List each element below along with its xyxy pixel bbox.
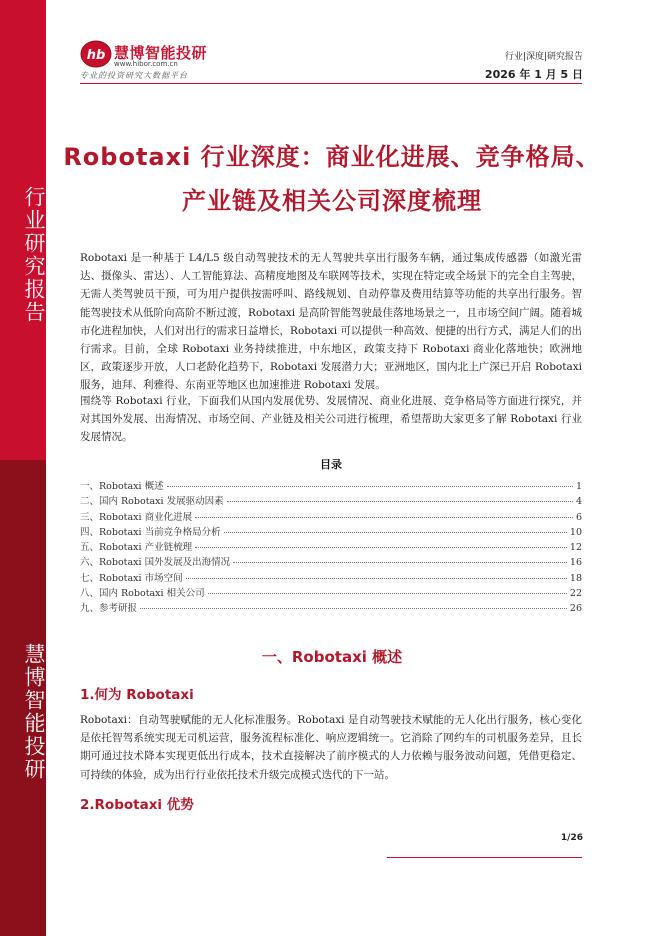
brand-name: 慧博智能投研 — [114, 44, 208, 62]
toc-title: 目录 — [320, 458, 342, 471]
toc-item-label: 二、国内 Robotaxi 发展驱动因素 — [80, 496, 224, 508]
intro-paragraph-2: 围绕等 Robotaxi 行业，下面我们从国内发展优势、发展情况、商业化进展、竞争格局等方面进行探究，并对其国外发展、出海情况、市场空间、产业链及相关公司进行梳理，希望帮助大家更多了解 Robotaxi 行业发展情况。 — [80, 395, 582, 444]
report-title — [62, 135, 602, 223]
toc-leader — [227, 501, 573, 502]
brand-slogan: 专业的投资研究大数据平台 — [80, 71, 188, 80]
toc-item-page: 1 — [575, 481, 582, 492]
report-date: 2026 年 1 月 5 日 — [484, 68, 583, 81]
toc-item[interactable] — [80, 585, 582, 600]
toc-leader — [167, 486, 573, 487]
section-heading: 一、Robotaxi 概述 — [261, 648, 403, 666]
subsection-heading-1: 1.何为 Robotaxi — [80, 687, 194, 703]
toc-leader — [208, 593, 567, 594]
toc-item-label: 五、Robotaxi 产业链梳理 — [80, 542, 193, 554]
toc-item-label: 六、Robotaxi 国外发展及出海情况 — [80, 557, 231, 569]
toc-leader — [233, 562, 567, 563]
toc-item-page: 4 — [575, 496, 582, 508]
side-label-report-type: 行业研究报告 — [22, 186, 46, 324]
toc-item-page: 12 — [569, 542, 582, 554]
brand-logo[interactable] — [80, 38, 320, 84]
toc-item-page: 6 — [575, 511, 582, 523]
svg-text:hb: hb — [86, 48, 106, 63]
toc-item-label: 八、国内 Robotaxi 相关公司 — [80, 588, 205, 600]
intro-paragraph-1: Robotaxi 是一种基于 L4/L5 级自动驾驶技术的无人驾驶共享出行服务车辆，通过集成传感器（如激光雷达、摄像头、雷达）、人工智能算法、高精度地图及车联网等技术，实现在特定或全场景下的完全自主驾驶，无需人类驾驶员干预，可为用户提供按需呼叫、路线规划、自动停靠及费用结算等功能的共享出行服务。智能驾驶技术从低阶向高阶不断过渡，Robotaxi 是高阶智能驾驶最佳落地场景之一，且市场空间广阔。随着城市化进程加快，人们对出行的需求日益增长，Robotaxi 可以提供一种高效、便捷的出行方式，满足人们的出行需求。目前，全球 Robotaxi 业务持续推进，中东地区，政策支持下 Robotaxi 商业化落地快；欧洲地区，政策逐步开放，人口老龄化趋势下，Robotaxi 发展潜力大；亚洲地区，国内北上广深已开启 Robotaxi 服务，迪拜、利雅得、东南亚等地区也加速推进 Robotaxi 发展。 — [80, 252, 582, 392]
toc-item[interactable] — [80, 554, 582, 569]
header-meta — [485, 49, 583, 82]
brand-url: www.hibor.com.cn — [114, 60, 178, 68]
footer-divider — [387, 857, 582, 858]
subsection-heading-2: 2.Robotaxi 优势 — [80, 797, 194, 813]
toc-item[interactable] — [80, 539, 582, 554]
toc-item-page: 16 — [569, 557, 582, 569]
side-label-brand: 慧博智能投研 — [22, 643, 46, 781]
header-divider — [80, 83, 582, 84]
section-paragraph: Robotaxi：自动驾驶赋能的无人化标准服务。Robotaxi 是自动驾驶技术赋能的无人化出行服务，核心变化是依托智驾系统实现无司机运营，服务流程标准化、响应逻辑统一。它消除了网约车的司机服务差异，且长期可通过技术降本实现更低出行成本，技术直接解决了前序模式的人力依赖与服务波动问题，凭借更稳定、可持续的体验，成为出行行业依托技术升级完成模式迭代的下一站。 — [80, 714, 582, 781]
toc-item[interactable] — [80, 600, 582, 615]
toc-item[interactable] — [80, 478, 582, 493]
toc-item-label: 四、Robotaxi 当前竞争格局分析 — [80, 526, 221, 538]
side-band — [0, 0, 46, 936]
toc-leader — [140, 608, 567, 609]
report-category: 行业|深度|研究报告 — [504, 52, 583, 62]
title-line-1: Robotaxi 行业深度：商业化进展、竞争格局、 — [63, 143, 601, 171]
toc-item-page: 18 — [569, 572, 582, 584]
title-line-2: 产业链及相关公司深度梳理 — [182, 187, 482, 215]
table-of-contents — [80, 478, 582, 616]
toc-item-label: 九、参考研报 — [80, 603, 138, 615]
toc-item-page: 26 — [569, 603, 582, 615]
toc-item[interactable] — [80, 493, 582, 508]
toc-leader — [195, 517, 573, 518]
toc-item-label: 三、Robotaxi 商业化进展 — [80, 511, 193, 523]
toc-item-label: 一、Robotaxi 概述 — [80, 481, 164, 492]
toc-item[interactable] — [80, 524, 582, 539]
toc-leader — [224, 532, 567, 533]
toc-item-page: 10 — [569, 526, 582, 538]
toc-leader — [186, 578, 567, 579]
toc-item[interactable] — [80, 509, 582, 524]
toc-leader — [195, 547, 567, 548]
page-number: 1/26 — [560, 833, 583, 843]
logo-mark-icon — [80, 40, 112, 68]
toc-item[interactable] — [80, 570, 582, 585]
toc-item-page: 22 — [569, 588, 582, 600]
toc-item-label: 七、Robotaxi 市场空间 — [80, 572, 183, 584]
